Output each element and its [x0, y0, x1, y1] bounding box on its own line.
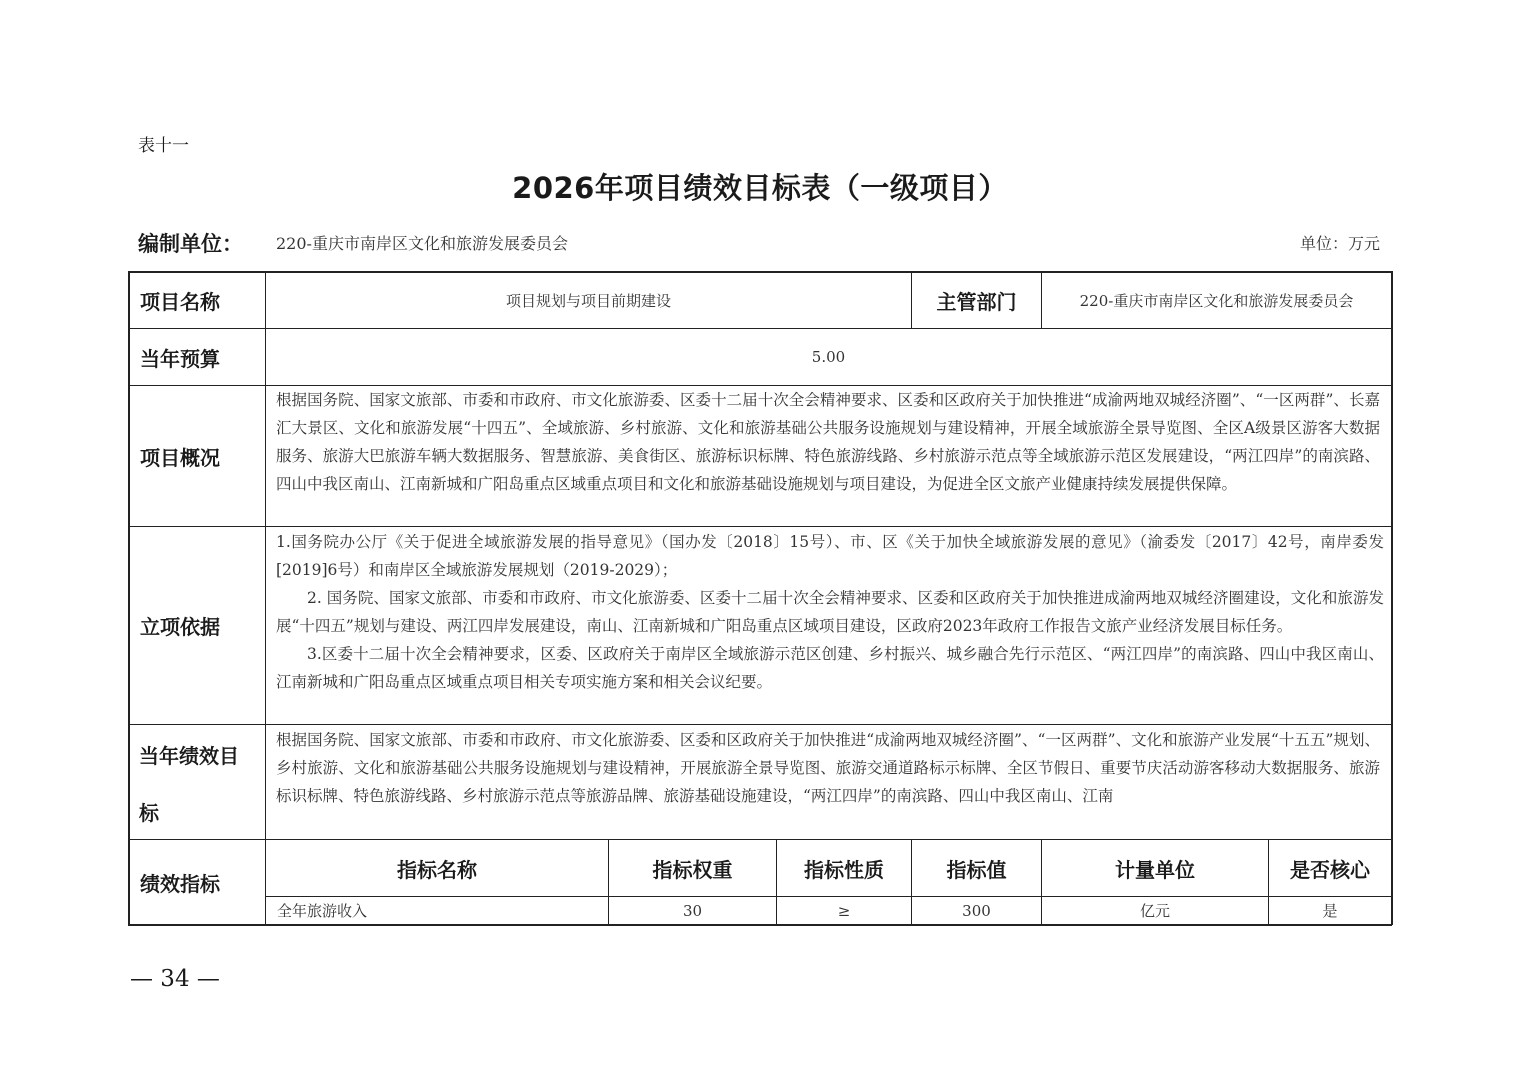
- indicator-unit: 亿元: [1139, 902, 1170, 920]
- overview-text: [276, 386, 1380, 498]
- indicator-weight: 30: [682, 901, 703, 920]
- indicator-name: 全年旅游收入: [277, 902, 368, 920]
- dept-label: 主管部门: [936, 289, 1017, 314]
- basis-text: [276, 528, 1384, 696]
- col-header-core: 是否核心: [1290, 857, 1370, 882]
- project-name-label: 项目名称: [140, 289, 220, 314]
- indicator-value: 300: [962, 901, 991, 920]
- goal-label-line2: 标: [139, 801, 159, 825]
- budget-value: 5.00: [811, 348, 846, 366]
- indicator-core: 是: [1322, 902, 1338, 920]
- unit-label: 编制单位：: [138, 232, 243, 256]
- col-header-value: 指标值: [946, 857, 1007, 882]
- dept-value: 220-重庆市南岸区文化和旅游发展委员会: [1079, 291, 1354, 310]
- col-header-weight: 指标权重: [652, 857, 733, 882]
- project-name-value: 项目规划与项目前期建设: [505, 291, 671, 310]
- basis-item-2: 2. 国务院、国家文旅部、市委和市政府、市文化旅游委、区委十二届十次全会精神要求、区委和区政府关于加快推进成渝两地双城经济圈建设，文化和旅游发展“十四五”规划与建设、两江四岸发展建设，南山、江南新城和广阳岛重点区域项目建设，区政府2023年政府工作报告文旅产业经济发展目标任务。: [276, 589, 1384, 635]
- col-header-name: 指标名称: [397, 857, 477, 882]
- overview-label: 项目概况: [140, 445, 220, 470]
- col-header-nature: 指标性质: [804, 857, 884, 882]
- overview-paragraph: 根据国务院、国家文旅部、市委和市政府、市文化旅游委、区委十二届十次全会精神要求、区委和区政府关于加快推进“成渝两地双城经济圈”、“一区两群”、长嘉汇大景区、文化和旅游发展“十四五”、全域旅游、乡村旅游、文化和旅游基础公共服务设施规划与建设精神，开展全域旅游全景导览图、全区A级景区游客大数据服务、旅游大巴旅游车辆大数据服务、智慧旅游、美食街区、旅游标识标牌、特色旅游线路、乡村旅游示范点等全域旅游示范区发展建设，“两江四岸”的南滨路、四山中我区南山、江南新城和广阳岛重点区域重点项目和文化和旅游基础设施规划与项目建设，为促进全区文旅产业健康持续发展提供保障。: [276, 391, 1380, 493]
- basis-item-3: 3.区委十二届十次全会精神要求，区委、区政府关于南岸区全域旅游示范区创建、乡村振兴、城乡融合先行示范区、“两江四岸”的南滨路、四山中我区南山、江南新城和广阳岛重点区域重点项目相关专项实施方案和相关会议纪要。: [276, 645, 1384, 691]
- indicator-nature: ≥: [837, 901, 851, 920]
- table-label: 表十一: [138, 136, 189, 156]
- goal-text: [276, 726, 1380, 810]
- unit-value: 220-重庆市南岸区文化和旅游发展委员会: [276, 234, 568, 253]
- goal-label-line1: 当年绩效目: [139, 744, 239, 768]
- currency-unit: 单位：万元: [1299, 234, 1380, 253]
- indicator-label: 绩效指标: [140, 871, 220, 896]
- col-header-unit: 计量单位: [1115, 857, 1195, 882]
- page-title: 2026年项目绩效目标表（一级项目）: [512, 171, 1008, 205]
- basis-item-1: 1.国务院办公厅《关于促进全域旅游发展的指导意见》（国办发〔2018〕15号）、市、区《关于加快全域旅游发展的意见》（渝委发〔2017〕42号，南岸委发[2019]6号）和南岸区全域旅游发展规划（2019-2029）；: [276, 533, 1384, 579]
- page-number: — 34 —: [130, 966, 220, 992]
- basis-label: 立项依据: [140, 615, 220, 639]
- goal-paragraph: 根据国务院、国家文旅部、市委和市政府、市文化旅游委、区委和区政府关于加快推进“成渝两地双城经济圈”、“一区两群”、文化和旅游产业发展“十五五”规划、乡村旅游、文化和旅游基础公共服务设施规划与建设精神，开展旅游全景导览图、旅游交通道路标示标牌、全区节假日、重要节庆活动游客移动大数据服务、旅游标识标牌、特色旅游线路、乡村旅游示范点等旅游品牌、旅游基础设施建设，“两江四岸”的南滨路、四山中我区南山、江南: [276, 731, 1380, 805]
- budget-label: 当年预算: [140, 346, 220, 371]
